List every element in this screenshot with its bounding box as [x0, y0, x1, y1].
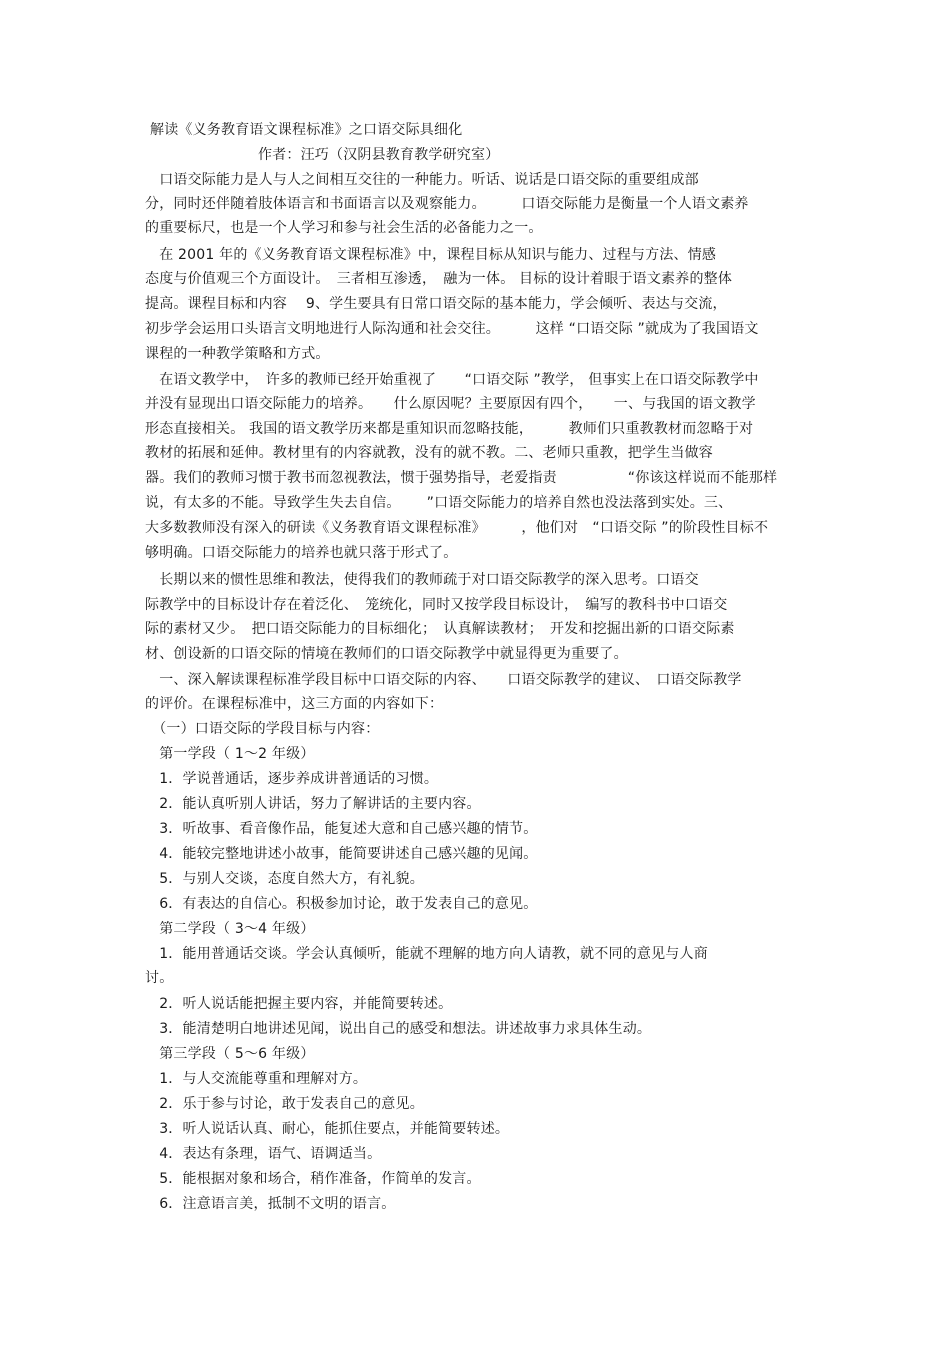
document-author: 作者：汪巧（汉阴县教育教学研究室）: [258, 147, 500, 163]
list-item: 3．能清楚明白地讲述见闻，说出自己的感受和想法。讲述故事力求具体生动。: [145, 1021, 652, 1037]
body-line: 说，有太多的不能。导致学生失去自信。 ”口语交际能力的培养自然也没法落到实处。三、: [145, 495, 733, 511]
list-item: 5．能根据对象和场合，稍作准备，作简单的发言。: [145, 1171, 481, 1187]
list-item: 1．学说普通话，逐步养成讲普通话的习惯。: [145, 771, 439, 787]
stage-heading: 第一学段（ 1～2 年级）: [145, 746, 315, 762]
body-line: 长期以来的惯性思维和教法，使得我们的教师疏于对口语交际教学的深入思考。口语交: [145, 572, 699, 588]
list-item: 6．有表达的自信心。积极参加讨论，敢于发表自己的意见。: [145, 896, 538, 912]
list-item: 5．与别人交谈，态度自然大方，有礼貌。: [145, 871, 424, 887]
body-line: 口语交际能力是人与人之间相互交往的一种能力。听话、说话是口语交际的重要组成部: [145, 172, 699, 188]
body-line: 大多数教师没有深入的研读《义务教育语文课程标准》 ，他们对 “口语交际 ”的阶段性目标不: [145, 520, 769, 536]
stage-heading: 第二学段（ 3～4 年级）: [145, 921, 315, 937]
list-item: 1．与人交流能尊重和理解对方。: [145, 1071, 368, 1087]
list-item: 2．能认真听别人讲话，努力了解讲话的主要内容。: [145, 796, 481, 812]
body-line: 教材的拓展和延伸。教材里有的内容就教，没有的就不教。二、老师只重教，把学生当做容: [145, 445, 713, 461]
body-line: 初步学会运用口头语言文明地进行人际沟通和社会交往。 这样 “口语交际 ”就成为了我国语文: [145, 321, 759, 337]
body-line: 在语文教学中， 许多的教师已经开始重视了 “口语交际 ”教学， 但事实上在口语交际教学中: [145, 372, 759, 388]
body-line: 形态直接相关。 我国的语文教学历来都是重知识而忽略技能， 教师们只重教教材而忽略于对: [145, 421, 754, 437]
body-line: 态度与价值观三个方面设计。 三者相互渗透， 融为一体。 目标的设计着眼于语文素养的整体: [145, 271, 733, 287]
list-item: 6．注意语言美，抵制不文明的语言。: [145, 1196, 396, 1212]
body-line: 分，同时还伴随着肢体语言和书面语言以及观察能力。 口语交际能力是衡量一个人语文素养: [145, 196, 749, 212]
body-line: 的评价。在课程标准中，这三方面的内容如下：: [145, 696, 444, 712]
body-line: 材、创设新的口语交际的情境在教师们的口语交际教学中就显得更为重要了。: [145, 646, 628, 662]
list-item: 1．能用普通话交谈。学会认真倾听，能就不理解的地方向人请教，就不同的意见与人商: [145, 946, 708, 962]
list-item: 2．乐于参与讨论，敢于发表自己的意见。: [145, 1096, 424, 1112]
list-item: 3．听故事、看音像作品，能复述大意和自己感兴趣的情节。: [145, 821, 538, 837]
body-line: 够明确。口语交际能力的培养也就只落于形式了。: [145, 545, 458, 561]
document-title: 解读《义务教育语文课程标准》之口语交际具细化: [150, 122, 463, 138]
list-item: 讨。: [145, 970, 174, 986]
body-line: 器。我们的教师习惯于教书而忽视教法，惯于强势指导，老爱指责 “你该这样说而不能那样: [145, 470, 778, 486]
body-line: 的重要标尺，也是一个人学习和参与社会生活的必备能力之一。: [145, 220, 543, 236]
list-item: 3．听人说话认真、耐心，能抓住要点，并能简要转述。: [145, 1121, 510, 1137]
body-line: 课程的一种教学策略和方式。: [145, 346, 330, 362]
list-item: 4．表达有条理，语气、语调适当。: [145, 1146, 382, 1162]
list-item: 4．能较完整地讲述小故事，能简要讲述自己感兴趣的见闻。: [145, 846, 538, 862]
body-line: 一、深入解读课程标准学段目标中口语交际的内容、 口语交际教学的建议、 口语交际教学: [145, 672, 742, 688]
list-item: 2．听人说话能把握主要内容，并能简要转述。: [145, 996, 453, 1012]
section-heading: （一）口语交际的学段目标与内容：: [145, 721, 380, 737]
body-line: 际的素材又少。 把口语交际能力的目标细化； 认真解读教材； 开发和挖掘出新的口语交际素: [145, 621, 735, 637]
body-line: 提高。课程目标和内容 9、学生要具有日常口语交际的基本能力，学会倾听、表达与交流，: [145, 296, 727, 312]
body-line: 际教学中的目标设计存在着泛化、 笼统化，同时又按学段目标设计， 编写的教科书中口语交: [145, 597, 728, 613]
body-line: 在 2001 年的《义务教育语文课程标准》中，课程目标从知识与能力、过程与方法、情感: [145, 247, 717, 263]
stage-heading: 第三学段（ 5～6 年级）: [145, 1046, 315, 1062]
body-line: 并没有显现出口语交际能力的培养。 什么原因呢？主要原因有四个， 一、与我国的语文教学: [145, 396, 756, 412]
